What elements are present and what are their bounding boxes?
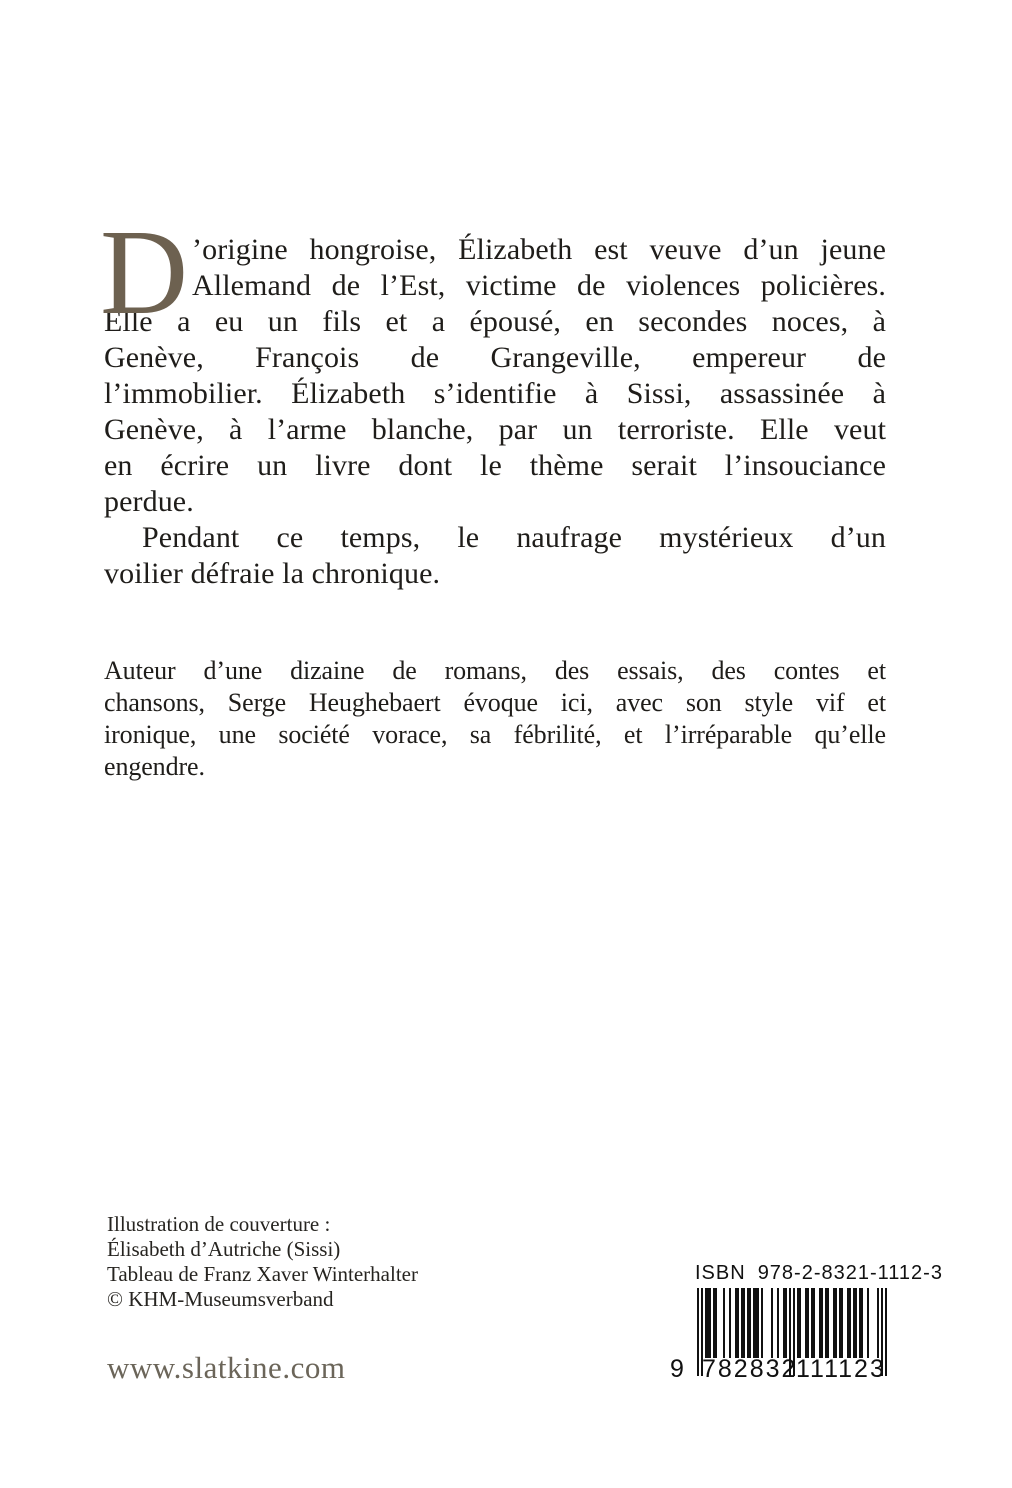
synopsis-line: Genève, François de Grangeville, empereur de — [104, 341, 886, 374]
author-note-line: engendre. — [104, 752, 205, 781]
isbn-barcode-block — [660, 1260, 943, 1390]
synopsis-line: Elle a eu un fils et a épousé, en secondes noces, à — [104, 305, 886, 338]
drop-cap-letter: D — [100, 205, 189, 340]
synopsis-line: Genève, à l’arme blanche, par un terroriste. Elle veut — [104, 413, 886, 446]
synopsis-line: ’origine hongroise, Élizabeth est veuve d’un jeune — [192, 233, 886, 266]
synopsis-block — [100, 205, 886, 592]
synopsis-line: Allemand de l’Est, victime de violences policières. — [192, 269, 886, 302]
credit-line: Élisabeth d’Autriche (Sissi) — [107, 1237, 341, 1261]
isbn-label: ISBN — [695, 1262, 746, 1284]
synopsis-line: voilier défraie la chronique. — [104, 557, 441, 590]
barcode-digits — [660, 1356, 900, 1386]
barcode-first-digit: 9 — [670, 1355, 684, 1383]
synopsis-line: Pendant ce temps, le naufrage mystérieux d’un — [142, 521, 886, 554]
credit-line: Tableau de Franz Xaver Winterhalter — [107, 1262, 418, 1286]
barcode-right-digits: 111123 — [796, 1355, 886, 1383]
synopsis-line: en écrire un livre dont le thème serait l’insouciance — [104, 449, 886, 482]
publisher-website: www.slatkine.com — [107, 1350, 346, 1385]
credit-line: © KHM-Museumsverband — [107, 1287, 334, 1311]
author-note-line: ironique, une société vorace, sa fébrilité, et l’irréparable qu’elle — [104, 720, 886, 749]
synopsis-line: perdue. — [104, 485, 194, 518]
isbn-value: 978-2-8321-1112-3 — [757, 1262, 943, 1284]
isbn-text — [695, 1262, 943, 1284]
barcode-left-digits: 782832 — [702, 1355, 798, 1383]
synopsis-line: l’immobilier. Élizabeth s’identifie à Sissi, assassinée à — [104, 377, 886, 410]
author-note-line: chansons, Serge Heughebaert évoque ici, avec son style vif et — [104, 688, 886, 717]
illustration-credits — [107, 1212, 587, 1312]
author-note-line: Auteur d’une dizaine de romans, des essais, des contes et — [104, 656, 886, 685]
author-note-block — [104, 655, 886, 783]
credit-line: Illustration de couverture : — [107, 1212, 331, 1236]
